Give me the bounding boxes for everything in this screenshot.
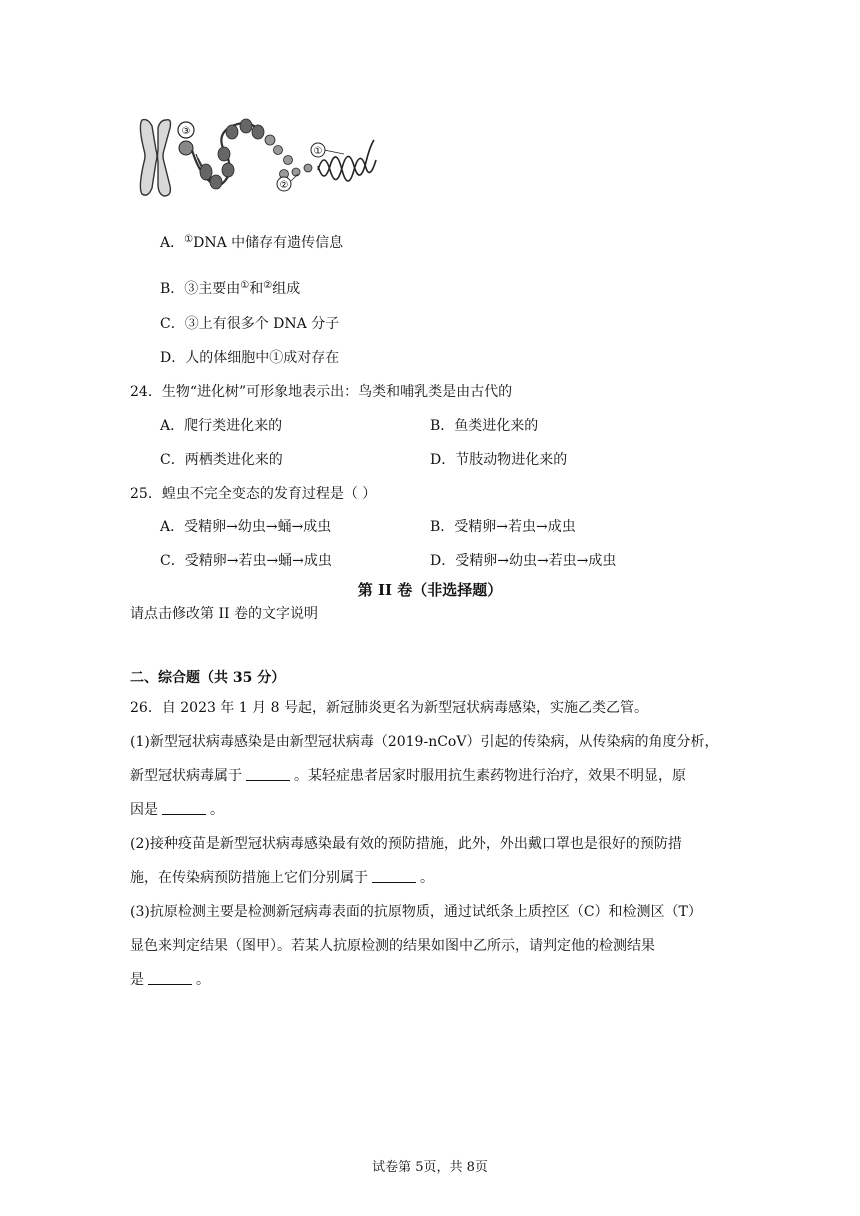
figure-label-2: ② <box>279 180 289 191</box>
q26-stem: 26．自 2023 年 1 月 8 号起，新冠肺炎更名为新型冠状病毒感染，实施乙类乙管。 <box>130 700 648 716</box>
option-letter: C． <box>160 316 185 332</box>
text-segment: 是 <box>130 972 144 988</box>
q26-p3-line3 <box>130 970 210 990</box>
section2-heading: 二、综合题（共 35 分） <box>130 670 286 686</box>
q23-option-c <box>160 314 339 334</box>
q23-option-b <box>160 276 300 299</box>
q24-option-d: D．节肢动物进化来的 <box>430 452 568 468</box>
q25-stem: 25．蝗虫不完全变态的发育过程是（ ） <box>130 486 377 502</box>
text-segment: 。 <box>210 802 224 818</box>
q25-option-a: A．受精卵→幼虫→蛹→成虫 <box>160 519 332 535</box>
q26-p2-line1: (2)接种疫苗是新型冠状病毒感染最有效的预防措施，此外，外出戴口罩也是很好的预防措 <box>130 836 682 852</box>
text-segment: 新型冠状病毒属于 <box>130 768 242 784</box>
q26-p1-line1: (1)新型冠状病毒感染是由新型冠状病毒（2019-nCoV）引起的传染病，从传染病的角度分析， <box>130 734 719 750</box>
q26-p3-line2: 显色来判定结果（图甲）。若某人抗原检测的结果如图中乙所示，请判定他的检测结果 <box>130 938 655 954</box>
answer-blank[interactable] <box>162 802 206 815</box>
q25-option-c: C．受精卵→若虫→蛹→成虫 <box>160 553 332 569</box>
figure-label-3: ③ <box>181 126 191 137</box>
answer-blank[interactable] <box>372 870 416 883</box>
answer-blank[interactable] <box>246 768 290 781</box>
q25-option-b: B．受精卵→若虫→成虫 <box>430 519 576 535</box>
q23-option-d <box>160 348 339 368</box>
circled-mark: ② <box>263 280 273 291</box>
text-segment: 。某轻症患者居家时服用抗生素药物进行治疗，效果不明显，原 <box>294 768 686 784</box>
q24-stem: 24．生物“进化树”可形象地表示出：鸟类和哺乳类是由古代的 <box>130 384 513 400</box>
option-letter: B． <box>160 281 185 297</box>
page-footer: 试卷第 5页，共 8页 <box>372 1160 488 1175</box>
part2-note[interactable]: 请点击修改第 II 卷的文字说明 <box>130 606 318 622</box>
option-text: 和 <box>249 281 264 297</box>
option-text: ③上有很多个 DNA 分子 <box>184 316 340 332</box>
option-text: DNA 中储存有遗传信息 <box>193 235 344 251</box>
circled-mark: ① <box>184 234 194 245</box>
q24-option-a: A．爬行类进化来的 <box>160 418 283 434</box>
text-segment: 。 <box>196 972 210 988</box>
option-text: 人的体细胞中①成对存在 <box>185 350 340 366</box>
answer-blank[interactable] <box>148 972 192 985</box>
text-segment: 。 <box>420 870 434 886</box>
q26-p1-line2 <box>130 766 686 786</box>
q26-p3-line1: (3)抗原检测主要是检测新冠病毒表面的抗原物质，通过试纸条上质控区（C）和检测区（T） <box>130 904 702 920</box>
text-segment: 施，在传染病预防措施上它们分别属于 <box>130 870 368 886</box>
option-letter: A． <box>160 235 185 251</box>
part2-title: 第 II 卷（非选择题） <box>357 581 503 599</box>
option-text: ③主要由 <box>184 281 241 297</box>
q25-option-d: D．受精卵→幼虫→若虫→成虫 <box>430 553 617 569</box>
option-letter: D． <box>160 350 186 366</box>
figure-label-1: ① <box>313 146 323 157</box>
option-text: 组成 <box>272 281 301 297</box>
q26-p1-line3 <box>130 800 224 820</box>
q24-option-b: B．鱼类进化来的 <box>430 418 539 434</box>
circled-mark: ① <box>240 280 250 291</box>
q26-p2-line2 <box>130 868 434 888</box>
q24-option-c: C．两栖类进化来的 <box>160 452 283 468</box>
text-segment: 因是 <box>130 802 158 818</box>
q23-option-a <box>160 230 343 253</box>
chromosome-dna-figure <box>128 110 380 202</box>
